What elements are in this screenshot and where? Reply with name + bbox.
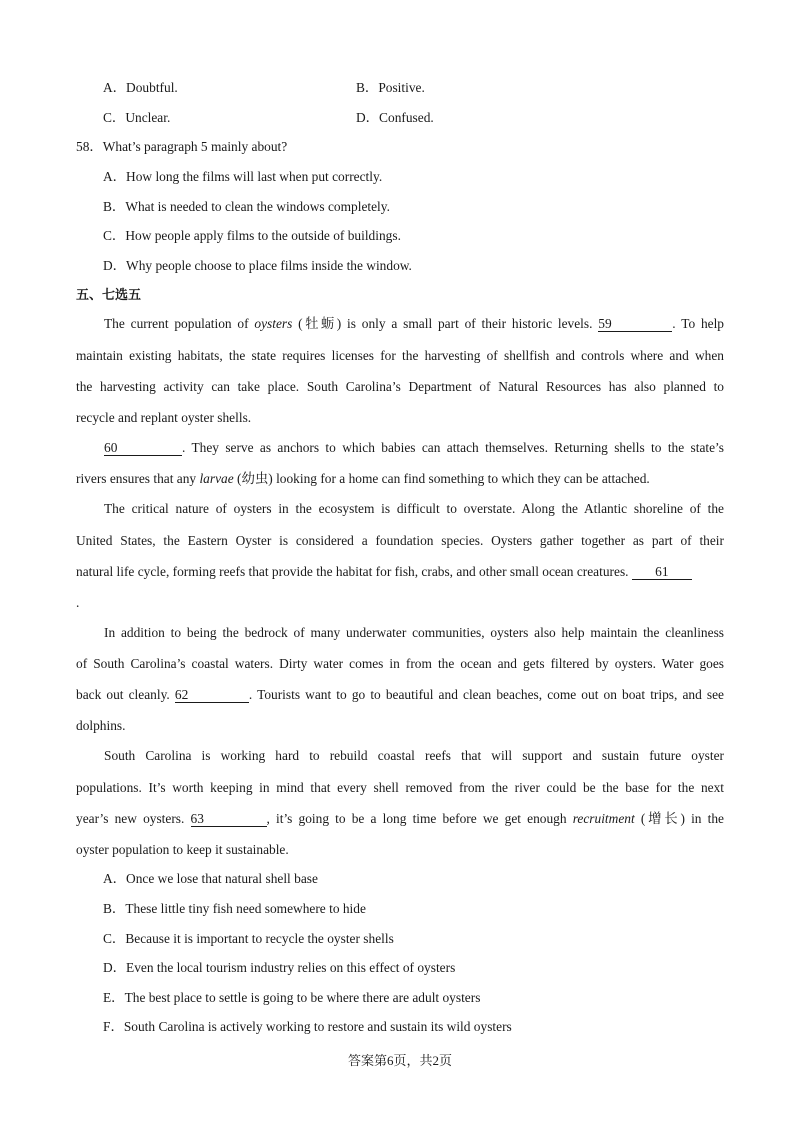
q58-option-b: B．What is needed to clean the windows completely. [103, 199, 390, 214]
p5-line-2: populations. It’s worth keeping in mind that every shell removed from the river could be the base for the next [76, 780, 724, 795]
term-larvae: larvae [199, 471, 234, 486]
q57-option-d: D．Confused. [356, 110, 434, 125]
option-f: F．South Carolina is actively working to restore and sustain its wild oysters [103, 1019, 512, 1034]
p5-line-4: oyster population to keep it sustainable. [76, 842, 289, 857]
p1-line-2: maintain existing habitats, the state requires licenses for the harvesting of shellfish and controls where and when [76, 348, 724, 363]
p4-line-3: back out cleanly. 62 . Tourists want to go to beautiful and clean beaches, come out on boat trips, and see [76, 687, 724, 702]
q58-option-c: C．How people apply films to the outside of buildings. [103, 228, 401, 243]
p4-line-1: In addition to being the bedrock of many underwater communities, oysters also help maintain the cleanliness [104, 625, 724, 640]
p3-line-1: The critical nature of oysters in the ecosystem is difficult to overstate. Along the Atlantic shoreline of the [104, 501, 724, 516]
p3-line-4: . [76, 595, 80, 610]
q57-option-b: B．Positive. [356, 80, 425, 95]
p4-line-4: dolphins. [76, 718, 126, 733]
p3-line-2: United States, the Eastern Oyster is considered a foundation species. Oysters gather together as part of their [76, 533, 724, 548]
p5-line-1: South Carolina is working hard to rebuild coastal reefs that will support and sustain future oyster [104, 748, 724, 763]
option-a: A．Once we lose that natural shell base [103, 871, 318, 886]
page-footer: 答案第6页，共2页 [347, 1053, 452, 1068]
blank-59: 59 [598, 317, 672, 332]
option-d: D．Even the local tourism industry relies on this effect of oysters [103, 960, 456, 975]
term-oysters: oysters [254, 316, 293, 331]
p2-line-1: 60 . They serve as anchors to which babies can attach themselves. Returning shells to the state’s [104, 440, 724, 455]
option-b: B．These little tiny fish need somewhere to hide [103, 901, 366, 916]
p5-line-3: year’s new oysters. 63 , it’s going to be a long time before we get enough recruitment (增长) in the [76, 811, 724, 826]
q57-option-a: A．Doubtful. [103, 80, 178, 95]
q58-stem: 58．What’s paragraph 5 mainly about? [76, 139, 288, 154]
p4-line-2: of South Carolina’s coastal waters. Dirty water comes in from the ocean and gets filtered by oysters. Water goes [76, 656, 724, 671]
term-recruitment: recruitment [572, 811, 635, 826]
q58-option-d: D．Why people choose to place films inside the window. [103, 258, 412, 273]
blank-62: 62 [175, 688, 249, 703]
blank-60: 60 [104, 441, 182, 456]
q57-option-c: C．Unclear. [103, 110, 171, 125]
q58-option-a: A．How long the films will last when put correctly. [103, 169, 383, 184]
p1-line-1: The current population of oysters (牡蛎) is only a small part of their historic levels. 59 . To help [104, 316, 724, 331]
option-c: C．Because it is important to recycle the oyster shells [103, 931, 394, 946]
option-e: E．The best place to settle is going to be where there are adult oysters [103, 990, 481, 1005]
blank-61: 61 [632, 565, 692, 580]
section-heading: 五、七选五 [76, 288, 142, 303]
p2-line-2: rivers ensures that any larvae (幼虫) looking for a home can find something to which they can be attached. [76, 471, 650, 486]
p3-line-3: natural life cycle, forming reefs that provide the habitat for fish, crabs, and other small ocean creatures. 61 [76, 564, 692, 580]
p1-line-4: recycle and replant oyster shells. [76, 410, 252, 425]
p1-line-3: the harvesting activity can take place. South Carolina’s Department of Natural Resources has also planned to [76, 379, 724, 394]
blank-63: 63 [191, 812, 267, 827]
